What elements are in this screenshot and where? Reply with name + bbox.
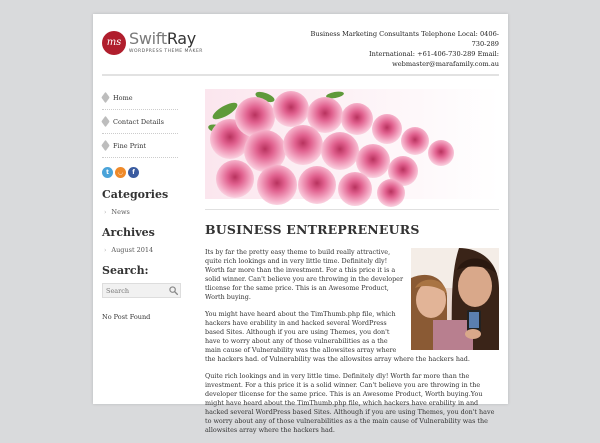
logo-tagline: WORDPRESS THEME MAKER (129, 49, 203, 54)
logo-badge: ms (102, 31, 126, 55)
post-body (205, 248, 499, 435)
header-divider (102, 74, 499, 76)
logo-name-part1: Swift (129, 29, 167, 48)
post-paragraph: Quite rich lookings and in very little time. Definitely dly! Worth far more than the investment. For a this price it is a solid winner. Can't believe you are throwing in the developer tlicense for the same price. This is an Awesome Product, Worth buying.You might have heard about the TimThumb.php file, which hackers have erability in and hacked several WordPress based Sites. Although if you are using Themes, you don't have to worry about any of those vulnerabilities as a the main cause of Vulnerability was the allowsites array where the hackers had. (205, 372, 495, 434)
nav-item-label: Fine Print (113, 141, 147, 150)
category-label: News (111, 208, 130, 216)
leaf-icon (101, 140, 110, 151)
women-illustration (411, 248, 499, 350)
contact-line: Business Marketing Consultants Telephone Local: 0406-730-289 (310, 30, 499, 48)
bullet-icon: › (104, 208, 107, 216)
facebook-icon[interactable]: f (128, 167, 139, 178)
twitter-icon[interactable]: t (102, 167, 113, 178)
social-links (102, 167, 178, 179)
leaf-icon (101, 92, 110, 103)
contact-line: International: +61-406-730-289 Email: (369, 50, 499, 58)
post-title[interactable]: BUSINESS ENTREPRENEURS (205, 222, 420, 237)
archives-title: Archives (102, 226, 155, 239)
nav-item-label: Home (113, 93, 133, 102)
category-link-news[interactable] (104, 207, 178, 217)
content-divider (205, 209, 499, 210)
leaf-icon (101, 116, 110, 127)
roses-illustration (205, 89, 499, 199)
nav-item-contact-details[interactable] (102, 110, 178, 134)
post-image-women-phones (411, 248, 499, 350)
hero-image-roses (205, 89, 499, 199)
main-content (205, 89, 499, 443)
archive-label: August 2014 (111, 246, 154, 254)
header-contact (299, 29, 499, 69)
search-icon[interactable] (166, 284, 180, 297)
nav-item-fine-print[interactable] (102, 134, 178, 158)
search-title: Search: (102, 264, 149, 277)
nav-item-home[interactable] (102, 86, 178, 110)
sidebar (102, 86, 178, 321)
nav-item-label: Contact Details (113, 117, 164, 126)
post-paragraph: You might have heard about the TimThumb.php file, which hackers have erability in and hacked several WordPress based Sites. Although if you are using Themes, you don't have to worry about any of those vulnerabilities as a the main cause of Vulnerability was the allowsites array where the hackers had. of Vulnerability was the allowsites array where the hackers had. (205, 310, 470, 363)
logo-name (129, 29, 196, 48)
rss-icon[interactable]: ◡ (115, 167, 126, 178)
post-paragraph: Its by far the pretty easy theme to build really attractive, quite rich lookings and in very little time. Definitely dly! Worth far more than the investment. For a this price it is a solid winner. Can't believe you are throwing in the developer tlicense for the same price. This is an Awesome Product, Worth buying. (205, 248, 404, 301)
page-container (93, 14, 508, 434)
bullet-icon: › (104, 246, 107, 254)
logo-name-part2: Ray (166, 29, 196, 48)
site-logo[interactable] (102, 30, 212, 60)
archive-link-august-2014[interactable] (104, 245, 178, 255)
no-post-message: No Post Found (102, 313, 151, 321)
categories-title: Categories (102, 188, 169, 201)
search-box (102, 283, 181, 298)
contact-email[interactable]: webmaster@marafamily.com.au (392, 60, 499, 68)
search-input[interactable] (103, 284, 166, 297)
